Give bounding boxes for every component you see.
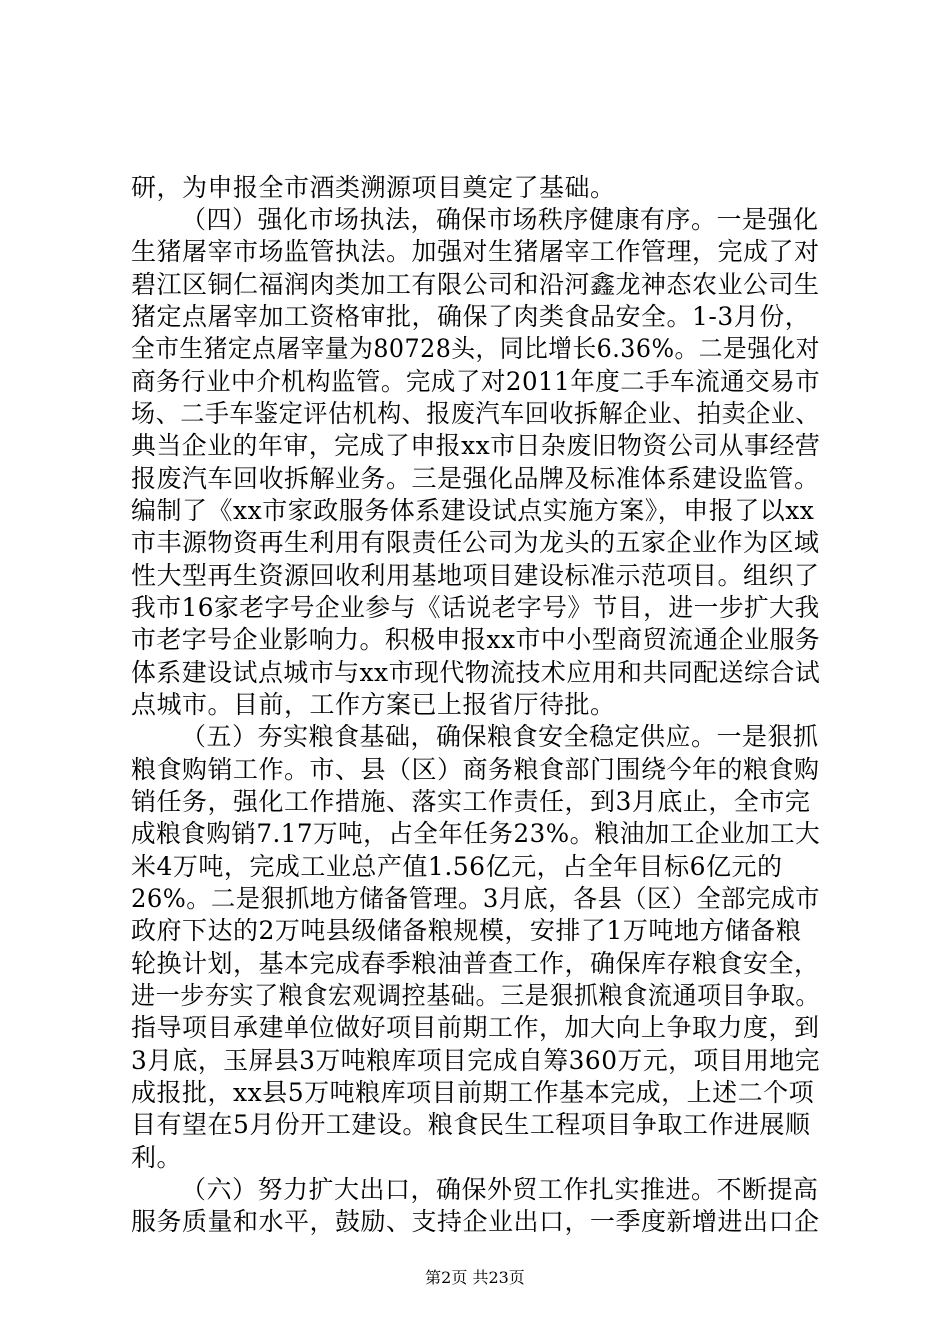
text-line: 猪定点屠宰加工资格审批，确保了肉类食品安全。1-3月份， xyxy=(131,302,811,331)
text-line: 粮食购销工作。市、县（区）商务粮食部门围绕今年的粮食购 xyxy=(131,755,820,784)
text-line: 编制了《xx市家政服务体系建设试点实施方案》，申报了以xx xyxy=(131,496,815,525)
text-line: 典当企业的年审，完成了申报xx市日杂废旧物资公司从事经营 xyxy=(131,431,821,460)
text-line: 性大型再生资源回收利用基地项目建设标准示范项目。组织了 xyxy=(131,561,820,590)
text-line: 成粮食购销7.17万吨，占全年任务23%。粮油加工企业加工大 xyxy=(131,819,821,848)
text-line: 米4万吨，完成工业总产值1.56亿元，占全年目标6亿元的 xyxy=(131,852,783,881)
text-line: 场、二手车鉴定评估机构、报废汽车回收拆解企业、拍卖企业、 xyxy=(131,399,821,428)
text-line: 利。 xyxy=(131,1143,183,1172)
text-line: 点城市。目前，工作方案已上报省厅待批。 xyxy=(131,690,616,719)
text-line: 目有望在5月份开工建设。粮食民生工程项目争取工作进展顺 xyxy=(131,1110,811,1139)
text-line: 市老字号企业影响力。积极申报xx市中小型商贸流通企业服务 xyxy=(131,625,821,654)
text-line: 我市16家老字号企业参与《话说老字号》节目，进一步扩大我 xyxy=(131,593,820,622)
text-line: 研，为申报全市酒类溯源项目奠定了基础。 xyxy=(131,173,616,202)
text-line: 26%。二是狠抓地方储备管理。3月底，各县（区）全部完成市 xyxy=(131,884,821,913)
text-line: 3月底，玉屏县3万吨粮库项目完成自筹360万元，项目用地完 xyxy=(131,1046,821,1075)
text-line: 生猪屠宰市场监管执法。加强对生猪屠宰工作管理，完成了对 xyxy=(131,237,820,266)
text-line: 指导项目承建单位做好项目前期工作，加大向上争取力度，到 xyxy=(131,1013,820,1042)
paragraph-heading-line: （五）夯实粮食基础，确保粮食安全稳定供应。一是狠抓 xyxy=(181,722,819,751)
text-line: 市丰源物资再生利用有限责任公司为龙头的五家企业作为区域 xyxy=(131,528,820,557)
text-line: 进一步夯实了粮食宏观调控基础。三是狠抓粮食流通项目争取。 xyxy=(131,981,821,1010)
text-line: 商务行业中介机构监管。完成了对2011年度二手车流通交易市 xyxy=(131,367,821,396)
page-number-footer: 第2页 共23页 xyxy=(425,1268,525,1287)
paragraph-heading-line: （六）努力扩大出口，确保外贸工作扎实推进。不断提高 xyxy=(181,1175,819,1204)
text-line: 销任务，强化工作措施、落实工作责任，到3月底止，全市完 xyxy=(131,787,811,816)
text-line: 服务质量和水平，鼓励、支持企业出口，一季度新增进出口企 xyxy=(131,1207,820,1236)
text-line: 成报批，xx县5万吨粮库项目前期工作基本完成，上述二个项 xyxy=(131,1078,815,1107)
text-line: 政府下达的2万吨县级储备粮规模，安排了1万吨地方储备粮 xyxy=(131,916,802,945)
paragraph-heading-line: （四）强化市场执法，确保市场秩序健康有序。一是强化 xyxy=(181,205,819,234)
text-line: 体系建设试点城市与xx市现代物流技术应用和共同配送综合试 xyxy=(131,658,821,687)
text-line: 轮换计划，基本完成春季粮油普查工作，确保库存粮食安全， xyxy=(131,949,820,978)
text-line: 碧江区铜仁福润肉类加工有限公司和沿河鑫龙神态农业公司生 xyxy=(131,270,820,299)
text-line: 报废汽车回收拆解业务。三是强化品牌及标准体系建设监管。 xyxy=(131,464,820,493)
text-line: 全市生猪定点屠宰量为80728头，同比增长6.36%。二是强化对 xyxy=(131,334,820,363)
